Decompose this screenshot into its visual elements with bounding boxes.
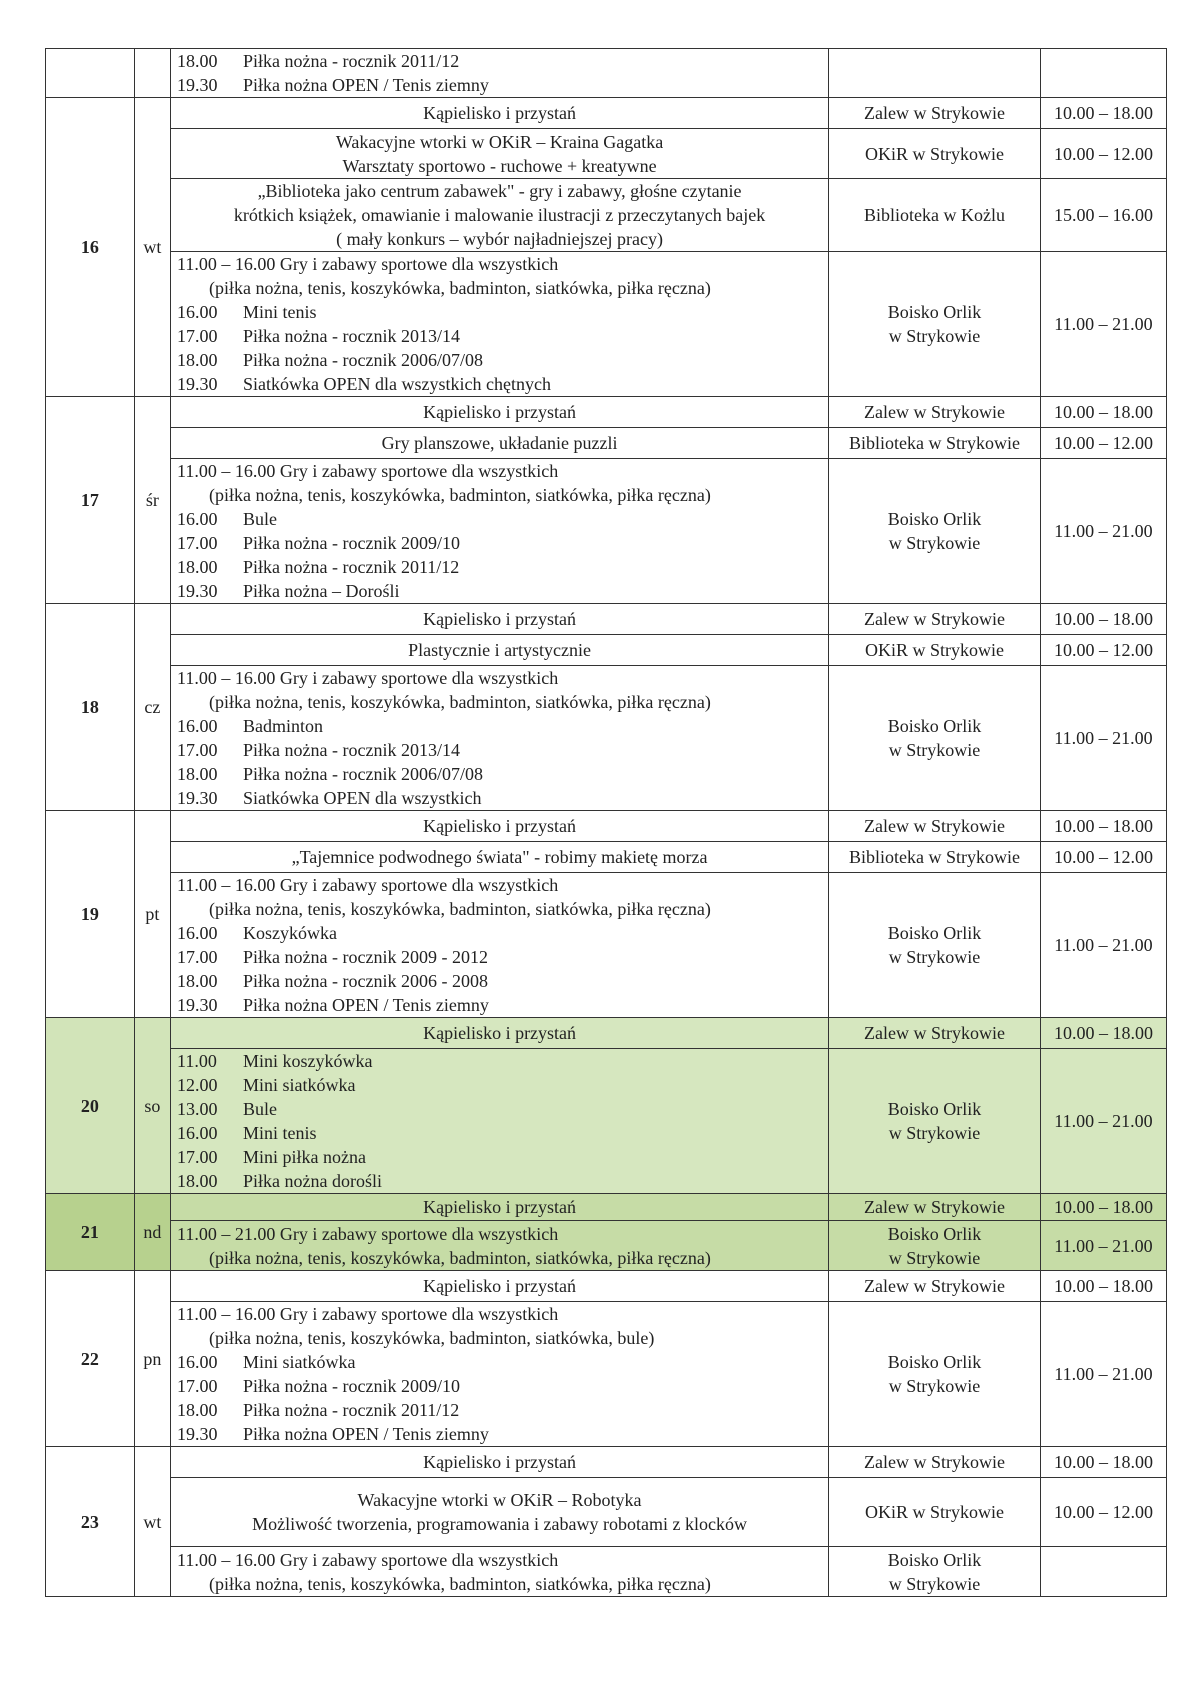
day-number: 17 [46, 397, 135, 604]
day-number-cell [46, 49, 135, 98]
activity-cell: 11.00 – 16.00 Gry i zabawy sportowe dla wszystkich (piłka nożna, tenis, koszykówka, badminton, siatkówka, piłka ręczna) 16.00 Koszykówka 17.00 Piłka nożna - rocznik 2009 - 2012 18.00 Piłka nożna - rocznik 2006 - 2008 19.30 Piłka nożna OPEN / Tenis ziemny [171, 873, 829, 1018]
day-number: 23 [46, 1447, 135, 1597]
time-range: 10.00 – 12.00 [1040, 428, 1166, 459]
table-row [46, 842, 1167, 873]
activity-cell: 11.00 – 16.00 Gry i zabawy sportowe dla wszystkich (piłka nożna, tenis, koszykówka, badminton, siatkówka, bule) 16.00 Mini siatkówka 17.00 Piłka nożna - rocznik 2009/10 18.00 Piłka nożna - rocznik 2011/12 19.30 Piłka nożna OPEN / Tenis ziemny [171, 1302, 829, 1447]
time-range: 10.00 – 12.00 [1040, 635, 1166, 666]
place-name: Zalew w Strykowie [829, 811, 1041, 842]
place-cell: Boisko Orlik w Strykowie [829, 1547, 1041, 1597]
table-row [46, 428, 1167, 459]
schedule-table [45, 48, 1167, 1597]
place-cell [829, 49, 1041, 98]
time-range: 10.00 – 18.00 [1040, 811, 1166, 842]
time-cell [1040, 49, 1166, 98]
time-range: 11.00 – 21.00 [1040, 1221, 1166, 1271]
table-row [46, 179, 1167, 252]
time-range: 10.00 – 18.00 [1040, 1194, 1166, 1221]
time-range: 10.00 – 18.00 [1040, 1447, 1166, 1478]
time-range: 11.00 – 21.00 [1040, 1049, 1166, 1194]
place-cell: Boisko Orlik w Strykowie [829, 1049, 1041, 1194]
activity-name: „Tajemnice podwodnego świata" - robimy makietę morza [171, 842, 829, 873]
place-name: Zalew w Strykowie [829, 1018, 1041, 1049]
activity-name: Kąpielisko i przystań [171, 1018, 829, 1049]
place-cell: Boisko Orlik w Strykowie [829, 252, 1041, 397]
place-name: Biblioteka w Strykowie [829, 428, 1041, 459]
activity-cell: 11.00 – 16.00 Gry i zabawy sportowe dla wszystkich (piłka nożna, tenis, koszykówka, badminton, siatkówka, piłka ręczna) [171, 1547, 829, 1597]
day-name: cz [134, 604, 170, 811]
activity-cell: 11.00 – 16.00 Gry i zabawy sportowe dla wszystkich (piłka nożna, tenis, koszykówka, badminton, siatkówka, piłka ręczna) 16.00 Mini tenis 17.00 Piłka nożna - rocznik 2013/14 18.00 Piłka nożna - rocznik 2006/07/08 19.30 Siatkówka OPEN dla wszystkich chętnych [171, 252, 829, 397]
time-range: 10.00 – 18.00 [1040, 1271, 1166, 1302]
day-number: 21 [46, 1194, 135, 1271]
table-row [46, 1302, 1167, 1447]
table-row [46, 873, 1167, 1018]
activity-name: Kąpielisko i przystań [171, 811, 829, 842]
activity-cell: 11.00 – 16.00 Gry i zabawy sportowe dla wszystkich (piłka nożna, tenis, koszykówka, badminton, siatkówka, piłka ręczna) 16.00 Bule 17.00 Piłka nożna - rocznik 2009/10 18.00 Piłka nożna - rocznik 2011/12 19.30 Piłka nożna – Dorośli [171, 459, 829, 604]
table-row [46, 1547, 1167, 1597]
time-range: 11.00 – 21.00 [1040, 873, 1166, 1018]
day-name: pn [134, 1271, 170, 1447]
table-row [46, 459, 1167, 604]
table-row [46, 129, 1167, 179]
activity-name: Kąpielisko i przystań [171, 397, 829, 428]
day-number: 18 [46, 604, 135, 811]
table-row [46, 811, 1167, 842]
day-number: 20 [46, 1018, 135, 1194]
place-cell: Boisko Orlik w Strykowie [829, 459, 1041, 604]
time-range: 10.00 – 18.00 [1040, 397, 1166, 428]
place-name: OKiR w Strykowie [829, 635, 1041, 666]
activity-name: Kąpielisko i przystań [171, 1447, 829, 1478]
day-name: wt [134, 1447, 170, 1597]
table-row [46, 252, 1167, 397]
place-name: Biblioteka w Kożlu [829, 179, 1041, 252]
activity-cell: 11.00 – 16.00 Gry i zabawy sportowe dla wszystkich (piłka nożna, tenis, koszykówka, badminton, siatkówka, piłka ręczna) 16.00 Badminton 17.00 Piłka nożna - rocznik 2013/14 18.00 Piłka nożna - rocznik 2006/07/08 19.30 Siatkówka OPEN dla wszystkich [171, 666, 829, 811]
day-number: 22 [46, 1271, 135, 1447]
day-name: so [134, 1018, 170, 1194]
activity-name: Kąpielisko i przystań [171, 604, 829, 635]
activity-cell: 11.00 – 21.00 Gry i zabawy sportowe dla wszystkich (piłka nożna, tenis, koszykówka, badminton, siatkówka, piłka ręczna) [171, 1221, 829, 1271]
time-range: 10.00 – 12.00 [1040, 129, 1166, 179]
place-name: Zalew w Strykowie [829, 98, 1041, 129]
time-range: 11.00 – 21.00 [1040, 1302, 1166, 1447]
time-range: 15.00 – 16.00 [1040, 179, 1166, 252]
place-name: Zalew w Strykowie [829, 1447, 1041, 1478]
day-name-cell [134, 49, 170, 98]
activity-subtitle: Warsztaty sportowo - ruchowe + kreatywne [342, 155, 657, 176]
time-range: 11.00 – 21.00 [1040, 252, 1166, 397]
day-name: wt [134, 98, 170, 397]
day-number: 19 [46, 811, 135, 1018]
place-name: OKiR w Strykowie [829, 1478, 1041, 1547]
activity-subtitle: Możliwość tworzenia, programowania i zabawy robotami z klocków [252, 1514, 747, 1534]
place-name: Zalew w Strykowie [829, 1194, 1041, 1221]
time-range: 10.00 – 18.00 [1040, 98, 1166, 129]
place-cell: Boisko Orlik w Strykowie [829, 666, 1041, 811]
place-name: Zalew w Strykowie [829, 604, 1041, 635]
activity-name: Gry planszowe, układanie puzzli [171, 428, 829, 459]
table-row [46, 1478, 1167, 1547]
place-cell: Boisko Orlik w Strykowie [829, 1302, 1041, 1447]
table-row [46, 635, 1167, 666]
table-row [46, 98, 1167, 129]
time-range: 11.00 – 21.00 [1040, 666, 1166, 811]
day-number: 16 [46, 98, 135, 397]
activity-name: Kąpielisko i przystań [171, 98, 829, 129]
activity-cell: 18.00 Piłka nożna - rocznik 2011/12 19.30 Piłka nożna OPEN / Tenis ziemny [171, 49, 829, 98]
table-row [46, 1194, 1167, 1221]
day-name: nd [134, 1194, 170, 1271]
table-row [46, 1271, 1167, 1302]
activity-cell [171, 129, 829, 179]
time-range: 11.00 – 21.00 [1040, 459, 1166, 604]
table-row [46, 666, 1167, 811]
place-name: OKiR w Strykowie [829, 129, 1041, 179]
time-range: 10.00 – 12.00 [1040, 842, 1166, 873]
place-cell: Boisko Orlik w Strykowie [829, 1221, 1041, 1271]
place-name: Zalew w Strykowie [829, 1271, 1041, 1302]
table-row [46, 1049, 1167, 1194]
day-name: śr [134, 397, 170, 604]
time-range: 10.00 – 18.00 [1040, 604, 1166, 635]
place-name: Zalew w Strykowie [829, 397, 1041, 428]
time-range: 10.00 – 12.00 [1040, 1478, 1166, 1547]
table-row [46, 397, 1167, 428]
activity-title: Wakacyjne wtorki w OKiR – Kraina Gagatka [335, 131, 664, 152]
table-row [46, 1018, 1167, 1049]
activity-cell: 11.00 Mini koszykówka 12.00 Mini siatkówka 13.00 Bule 16.00 Mini tenis 17.00 Mini piłka nożna 18.00 Piłka nożna dorośli [171, 1049, 829, 1194]
activity-name: Kąpielisko i przystań [171, 1271, 829, 1302]
time-range: 10.00 – 18.00 [1040, 1018, 1166, 1049]
place-cell: Boisko Orlik w Strykowie [829, 873, 1041, 1018]
table-row [46, 604, 1167, 635]
table-row [46, 1221, 1167, 1271]
activity-title: Wakacyjne wtorki w OKiR – Robotyka [357, 1490, 642, 1510]
table-row [46, 49, 1167, 98]
table-row [46, 1447, 1167, 1478]
activity-name: Kąpielisko i przystań [171, 1194, 829, 1221]
activity-cell: „Biblioteka jako centrum zabawek" - gry i zabawy, głośne czytanie krótkich książek, omawianie i malowanie ilustracji z przeczytanych bajek ( mały konkurs – wybór najładniejszej pracy) [171, 179, 829, 252]
activity-cell [171, 1478, 829, 1547]
day-name: pt [134, 811, 170, 1018]
place-name: Biblioteka w Strykowie [829, 842, 1041, 873]
activity-name: Plastycznie i artystycznie [171, 635, 829, 666]
time-cell [1040, 1547, 1166, 1597]
